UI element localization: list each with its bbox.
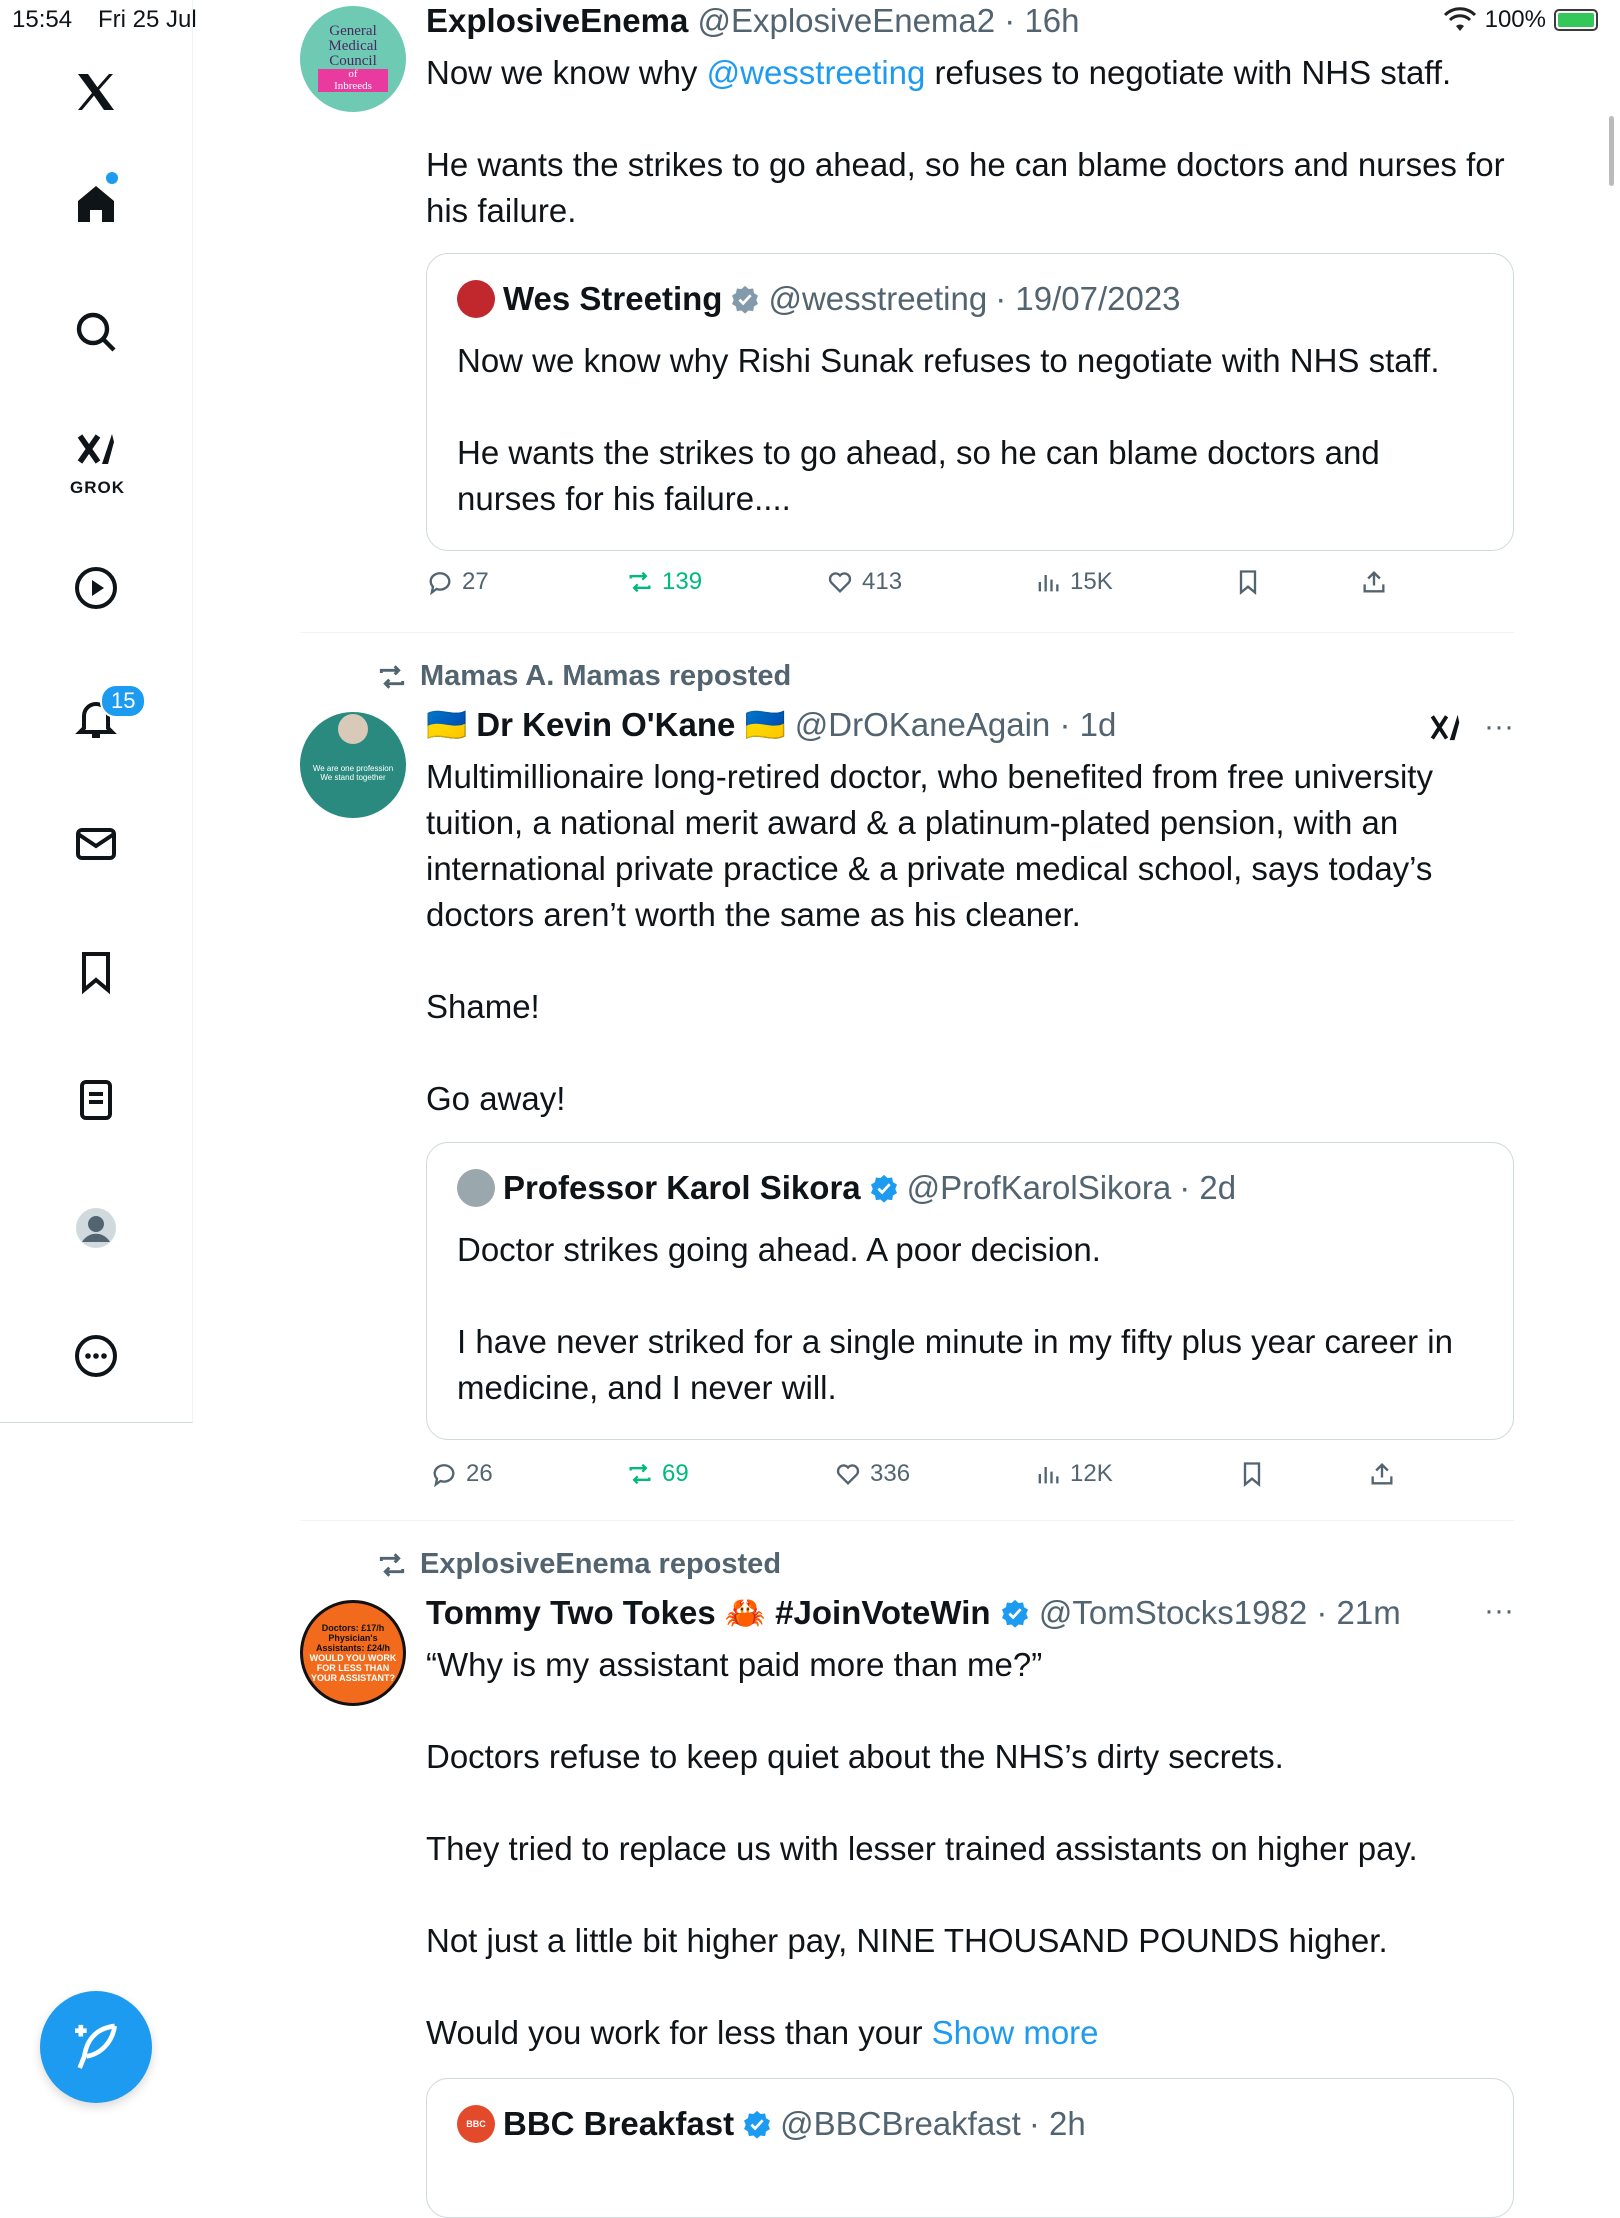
search-icon[interactable]	[68, 304, 124, 360]
compose-post-button[interactable]	[40, 1991, 152, 2103]
avatar-text-line: Council	[329, 53, 377, 69]
status-time: 15:54	[12, 6, 73, 33]
tweet-text-line: They tried to replace us with lesser trained assistants on higher pay.	[426, 1830, 1418, 1867]
views-chart-icon	[1034, 1460, 1062, 1488]
home-icon[interactable]	[68, 176, 124, 232]
repost-context[interactable]	[376, 1548, 781, 1581]
tweet-divider	[300, 1520, 1514, 1521]
repost-count: 139	[662, 568, 703, 595]
quoted-tweet-header	[457, 280, 1181, 318]
avatar[interactable]	[300, 712, 406, 818]
repost-button[interactable]	[626, 568, 702, 596]
status-bar	[0, 0, 1620, 40]
author-handle[interactable]: @DrOKaneAgain	[794, 706, 1051, 743]
author-handle[interactable]: @ExplosiveEnema2	[697, 2, 996, 39]
bookmark-button[interactable]	[1238, 1460, 1266, 1488]
avatar-subtext: We stand together	[320, 773, 386, 782]
views-count: 12K	[1070, 1460, 1113, 1487]
flag-icon: 🇺🇦	[744, 706, 786, 743]
quoted-tweet-time: · 19/07/2023	[995, 280, 1181, 317]
grok-icon[interactable]	[1426, 710, 1464, 748]
avatar-text-line: of	[318, 69, 388, 80]
quoted-tweet[interactable]	[426, 253, 1514, 551]
tweet-text-line: Not just a little bit higher pay, NINE THOUSAND POUNDS higher.	[426, 1922, 1388, 1959]
repost-button[interactable]	[626, 1460, 689, 1488]
more-options-icon[interactable]: ···	[1484, 710, 1514, 743]
share-icon	[1360, 568, 1388, 596]
like-count: 413	[862, 568, 903, 595]
quoted-tweet-header	[457, 2105, 1086, 2143]
battery-percent: 100%	[1484, 6, 1546, 33]
tweet-text-line: Would you work for less than your	[426, 2014, 932, 2051]
tweet-text	[426, 754, 1516, 1122]
quoted-tweet-header	[457, 1169, 1236, 1207]
avatar-text-line: Inbreeds	[318, 80, 388, 92]
repost-context[interactable]	[376, 660, 791, 693]
tweet-header	[426, 1594, 1401, 1633]
tweet-actions	[426, 1460, 1516, 1500]
views-button[interactable]	[1034, 1460, 1113, 1488]
repost-context-icon	[376, 661, 408, 693]
status-right	[1443, 6, 1598, 34]
quoted-text-line: He wants the strikes to go ahead, so he can blame doctors and nurses for his failure....	[457, 434, 1380, 517]
avatar-text-line: Physician's	[328, 1633, 378, 1643]
mention-link[interactable]: @wesstreeting	[706, 54, 926, 91]
tweet-3[interactable]	[300, 1540, 1514, 2160]
reposted-by: Mamas A. Mamas reposted	[420, 660, 792, 692]
tweet-text	[426, 50, 1516, 234]
avatar-text: We are one profession	[312, 764, 394, 773]
tweet-text	[426, 1642, 1516, 2056]
quoted-tweet-text	[457, 1227, 1487, 1411]
avatar-text-line: FOR LESS THAN	[316, 1663, 390, 1673]
avatar-text-line: Doctors: £17/h	[321, 1623, 385, 1633]
bookmark-button[interactable]	[1234, 568, 1262, 596]
compose-feather-icon	[68, 2019, 124, 2075]
messages-icon[interactable]	[68, 816, 124, 872]
quoted-text-line	[457, 384, 1487, 430]
more-options-icon[interactable]: ···	[1484, 1594, 1514, 1627]
reply-icon	[430, 1460, 458, 1488]
tweet-text-line	[426, 1030, 1516, 1076]
show-more-link[interactable]: Show more	[931, 2014, 1099, 2051]
avatar-text-line: Assistants: £24/h	[315, 1643, 391, 1653]
verified-icon	[869, 1173, 899, 1203]
avatar[interactable]	[300, 1600, 406, 1706]
quoted-avatar	[457, 280, 495, 318]
like-button[interactable]	[826, 568, 902, 596]
sidebar	[0, 0, 193, 1423]
quoted-tweet[interactable]	[426, 2078, 1514, 2218]
quoted-text-line: Doctor strikes going ahead. A poor decision.	[457, 1231, 1101, 1268]
tweet-text-suffix: refuses to negotiate with NHS staff.	[925, 54, 1452, 91]
heart-icon	[826, 568, 854, 596]
verified-grey-icon	[730, 284, 760, 314]
video-icon[interactable]	[68, 560, 124, 616]
tweet-text-line: Multimillionaire long-retired doctor, who benefited from free university tuition, a national merit award & a platinum-plated pension, with an international private practice & a private medical school, says today’s doctors aren’t worth the same as his cleaner.	[426, 758, 1433, 933]
author-name[interactable]: ExplosiveEnema	[426, 2, 689, 39]
heart-icon	[834, 1460, 862, 1488]
quoted-author-handle: @ProfKarolSikora	[906, 1169, 1172, 1206]
repost-count: 69	[662, 1460, 689, 1487]
tweet-time[interactable]: · 1d	[1059, 706, 1117, 743]
home-unread-dot	[106, 172, 118, 184]
bookmarks-icon[interactable]	[68, 944, 124, 1000]
bookmark-icon	[1238, 1460, 1266, 1488]
tweet-text-line	[426, 1688, 1516, 1734]
quoted-text-line: I have never striked for a single minute in my fifty plus year career in medicine, and I never will.	[457, 1323, 1453, 1406]
quoted-text-line	[457, 1273, 1487, 1319]
avatar-text-line: WOULD YOU WORK	[309, 1653, 397, 1663]
quoted-tweet-time: · 2d	[1179, 1169, 1237, 1206]
like-count: 336	[870, 1460, 911, 1487]
flag-icon: 🇺🇦	[426, 706, 468, 743]
tweet-actions	[426, 568, 1516, 608]
tweet-text-line: “Why is my assistant paid more than me?”	[426, 1646, 1043, 1683]
quoted-tweet-text	[457, 338, 1487, 522]
quoted-author-name: Professor Karol Sikora	[503, 1169, 861, 1206]
reply-icon	[426, 568, 454, 596]
tweet-text-line: Go away!	[426, 1080, 566, 1117]
notifications-badge: 15	[100, 684, 146, 718]
quoted-author-handle: @wesstreeting	[768, 280, 988, 317]
tweet-text-prefix: Now we know why	[426, 54, 707, 91]
tweet-text-line	[426, 1780, 1516, 1826]
x-logo-icon[interactable]	[68, 64, 124, 120]
reply-count: 26	[466, 1460, 493, 1487]
quoted-tweet[interactable]	[426, 1142, 1514, 1440]
profile-avatar-icon[interactable]	[68, 1200, 124, 1256]
tweet-text-line	[426, 938, 1516, 984]
battery-icon	[1554, 9, 1598, 31]
scrollbar-thumb[interactable]	[1609, 116, 1614, 186]
bookmark-icon	[1234, 568, 1262, 596]
quoted-author-name: BBC Breakfast	[503, 2105, 735, 2142]
tweet-header	[426, 706, 1116, 745]
reposted-by: ExplosiveEnema reposted	[420, 1548, 782, 1580]
quoted-author-name: Wes Streeting	[503, 280, 723, 317]
reply-count: 27	[462, 568, 489, 595]
wifi-icon	[1443, 7, 1477, 33]
grok-icon[interactable]	[68, 424, 124, 480]
views-button[interactable]	[1034, 568, 1113, 596]
quoted-avatar: BBC	[457, 2105, 495, 2143]
tweet-divider	[300, 632, 1514, 633]
repost-icon	[626, 1460, 654, 1488]
grok-label: GROK	[70, 478, 125, 497]
reply-button[interactable]	[430, 1460, 493, 1488]
author-handle[interactable]: @TomStocks1982	[1038, 1594, 1308, 1631]
tweet-text-line: Shame!	[426, 988, 540, 1025]
tweet-text-paragraph: He wants the strikes to go ahead, so he can blame doctors and nurses for his failure.	[426, 146, 1505, 229]
verified-icon	[742, 2109, 772, 2139]
views-count: 15K	[1070, 568, 1113, 595]
more-options-icon[interactable]	[68, 1328, 124, 1384]
quoted-author-handle: @BBCBreakfast	[780, 2105, 1021, 2142]
quoted-avatar	[457, 1169, 495, 1207]
share-button[interactable]	[1368, 1460, 1396, 1488]
tweet-time[interactable]: · 16h	[1004, 2, 1080, 39]
author-name[interactable]: Dr Kevin O'Kane	[476, 706, 736, 743]
views-chart-icon	[1034, 568, 1062, 596]
lists-icon[interactable]	[68, 1072, 124, 1128]
repost-icon	[626, 568, 654, 596]
verified-icon	[1000, 1598, 1030, 1628]
tweet-text-line	[426, 1872, 1516, 1918]
tweet-time[interactable]: · 21m	[1316, 1594, 1401, 1631]
author-hashtag: #JoinVoteWin	[775, 1594, 991, 1631]
tweet-2[interactable]	[300, 652, 1514, 1520]
repost-context-icon	[376, 1549, 408, 1581]
avatar-text-line: YOUR ASSISTANT?	[310, 1673, 395, 1683]
reply-button[interactable]	[426, 568, 489, 596]
status-date: Fri 25 Jul	[98, 6, 197, 33]
avatar-text-line: General	[329, 23, 377, 39]
avatar-text-line: Medical	[328, 38, 378, 54]
tweet-text-line: Doctors refuse to keep quiet about the NHS’s dirty secrets.	[426, 1738, 1284, 1775]
tweet-text-line	[426, 1964, 1516, 2010]
quoted-tweet-time: · 2h	[1028, 2105, 1086, 2142]
quoted-text-line: Now we know why Rishi Sunak refuses to negotiate with NHS staff.	[457, 342, 1440, 379]
tweet-1[interactable]	[300, 0, 1514, 632]
like-button[interactable]	[834, 1460, 910, 1488]
author-name[interactable]: Tommy Two Tokes	[426, 1594, 716, 1631]
share-icon	[1368, 1460, 1396, 1488]
crab-emoji: 🦀	[724, 1594, 766, 1631]
share-button[interactable]	[1360, 568, 1388, 596]
